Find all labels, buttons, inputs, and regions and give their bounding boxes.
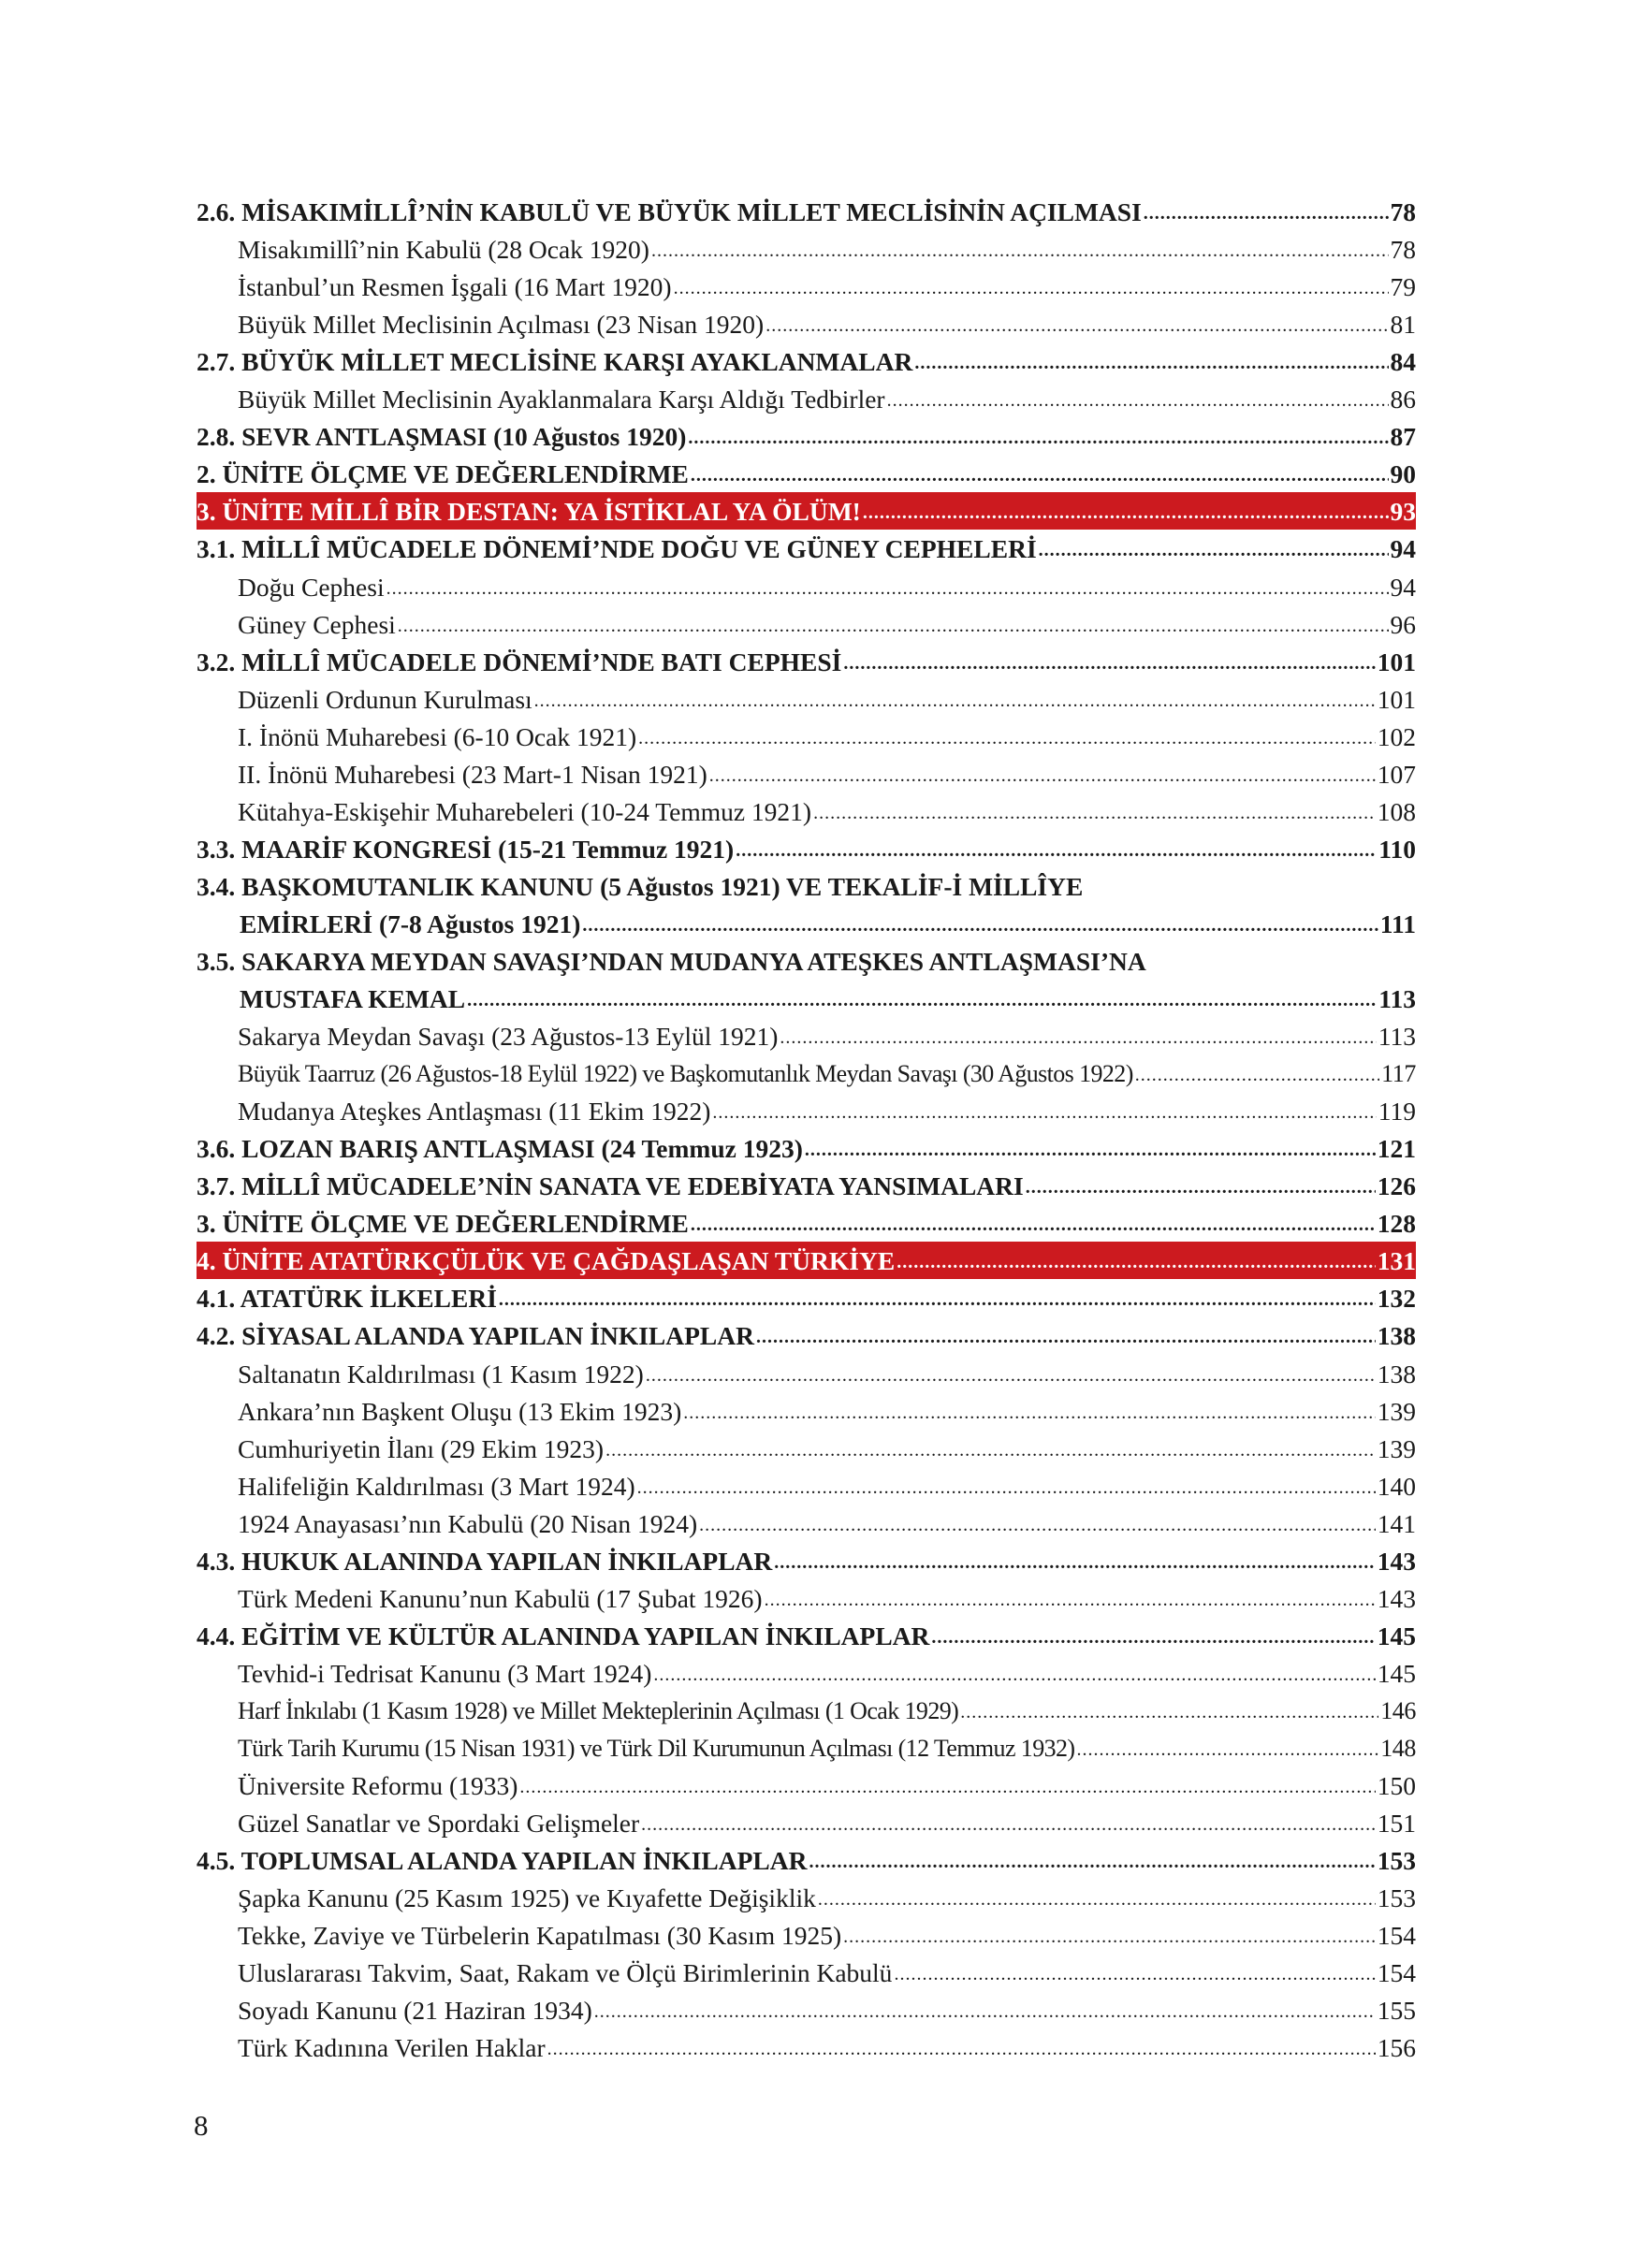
- entry-title: Misakımillî’nin Kabulü (28 Ocak 1920): [238, 235, 649, 265]
- leader-dots: [683, 1403, 1375, 1426]
- entry-page-number: 128: [1377, 1209, 1416, 1239]
- entry-title: EMİRLERİ (7-8 Ağustos 1921): [240, 909, 581, 938]
- leader-dots: [547, 2039, 1376, 2062]
- leader-dots: [674, 278, 1389, 301]
- entry-title: Güney Cephesi: [238, 609, 396, 639]
- toc-entry[interactable]: [197, 1017, 1416, 1054]
- entry-page-number: 145: [1377, 1621, 1416, 1650]
- entry-title: Mudanya Ateşkes Antlaşması (11 Ekim 1922): [238, 1097, 711, 1127]
- entry-title: İstanbul’un Resmen İşgali (16 Mart 1920): [238, 272, 672, 302]
- leader-dots: [1144, 203, 1389, 226]
- entry-title: Türk Tarih Kurumu (15 Nisan 1931) ve Türk Dil Kurumunun Açılması (12 Temmuz 1932): [238, 1734, 1075, 1762]
- entry-title: Büyük Taarruz (26 Ağustos-18 Eylül 1922) ve Başkomutanlık Meydan Savaşı (30 Ağustos 1922): [238, 1060, 1133, 1088]
- leader-dots: [653, 1665, 1375, 1688]
- toc-section[interactable]: [197, 530, 1416, 567]
- entry-title: Saltanatın Kaldırılması (1 Kasım 1922): [238, 1359, 644, 1388]
- toc-entry[interactable]: [197, 2028, 1416, 2066]
- entry-title: Ankara’nın Başkent Oluşu (13 Ekim 1923): [238, 1396, 682, 1426]
- entry-title: Uluslararası Takvim, Saat, Rakam ve Ölçü Birimlerinin Kabulü: [238, 1958, 893, 1988]
- toc-entry[interactable]: [197, 1505, 1416, 1542]
- toc-entry[interactable]: [197, 1766, 1416, 1804]
- toc-entry[interactable]: [197, 605, 1416, 643]
- entry-title: Halifeliğin Kaldırılması (3 Mart 1924): [238, 1471, 635, 1501]
- entry-title: Türk Medeni Kanunu’nun Kabulü (17 Şubat 1926): [238, 1583, 763, 1613]
- entry-page-number: 113: [1378, 1022, 1416, 1052]
- toc-section[interactable]: [197, 1279, 1416, 1316]
- entry-title: Büyük Millet Meclisinin Açılması (23 Nisan 1920): [238, 310, 765, 340]
- leader-dots: [712, 1102, 1376, 1126]
- leader-dots: [641, 1814, 1376, 1838]
- toc-entry[interactable]: [197, 718, 1416, 755]
- leader-dots: [709, 765, 1376, 789]
- entry-page-number: 155: [1377, 1996, 1416, 2026]
- toc-section-line2[interactable]: [197, 980, 1416, 1017]
- toc-section[interactable]: [197, 417, 1416, 455]
- entry-page-number: 126: [1377, 1171, 1416, 1201]
- entry-title: MUSTAFA KEMAL: [240, 984, 466, 1014]
- leader-dots: [691, 465, 1389, 488]
- entry-page-number: 153: [1377, 1846, 1416, 1876]
- toc-section[interactable]: [197, 193, 1416, 230]
- toc-section[interactable]: [197, 342, 1416, 380]
- entry-page-number: 154: [1377, 1958, 1416, 1988]
- entry-page-number: 110: [1378, 834, 1416, 864]
- leader-dots: [931, 1627, 1375, 1650]
- toc-entry[interactable]: [197, 1991, 1416, 2028]
- leader-dots: [594, 2001, 1376, 2025]
- entry-page-number: 96: [1390, 609, 1416, 639]
- entry-page-number: 151: [1377, 1809, 1416, 1839]
- toc-section-line1[interactable]: [197, 942, 1416, 980]
- entry-title: Soyadı Kanunu (21 Haziran 1934): [238, 1996, 592, 2026]
- toc-entry[interactable]: [197, 1467, 1416, 1505]
- entry-page-number: 145: [1377, 1658, 1416, 1688]
- toc-entry[interactable]: [197, 305, 1416, 342]
- entry-page-number: 78: [1390, 197, 1416, 227]
- leader-dots: [897, 1252, 1376, 1275]
- toc-entry[interactable]: [197, 1579, 1416, 1617]
- entry-page-number: 154: [1377, 1921, 1416, 1951]
- entry-title: 3. ÜNİTE MİLLÎ BİR DESTAN: YA İSTİKLAL YA ÖLÜM!: [197, 497, 861, 527]
- entry-title: I. İnönü Muharebesi (6-10 Ocak 1921): [238, 721, 637, 751]
- leader-dots: [805, 1140, 1376, 1163]
- entry-title: 4. ÜNİTE ATATÜRKÇÜLÜK VE ÇAĞDAŞLAŞAN TÜRKİYE: [197, 1246, 896, 1276]
- entry-title: 2.6. MİSAKIMİLLÎ’NİN KABULÜ VE BÜYÜK MİLLET MECLİSİNİN AÇILMASI: [197, 197, 1142, 227]
- toc-entry[interactable]: [197, 1054, 1416, 1092]
- entry-page-number: 108: [1377, 796, 1416, 826]
- entry-page-number: 139: [1377, 1433, 1416, 1463]
- toc-entry[interactable]: [197, 1729, 1416, 1766]
- entry-title: 3.1. MİLLÎ MÜCADELE DÖNEMİ’NDE DOĞU VE GÜNEY CEPHELERİ: [197, 534, 1037, 564]
- entry-title: Doğu Cephesi: [238, 572, 385, 602]
- entry-title: Kütahya-Eskişehir Muharebeleri (10-24 Temmuz 1921): [238, 796, 812, 826]
- entry-page-number: 107: [1377, 759, 1416, 789]
- entry-page-number: 84: [1390, 347, 1416, 377]
- leader-dots: [605, 1440, 1376, 1463]
- leader-dots: [809, 1852, 1375, 1875]
- leader-dots: [960, 1702, 1378, 1725]
- toc-entry[interactable]: [197, 230, 1416, 268]
- entry-title: Şapka Kanunu (25 Kasım 1925) ve Kıyafette Değişiklik: [238, 1883, 816, 1913]
- leader-dots: [1135, 1065, 1379, 1088]
- leader-dots: [1026, 1177, 1376, 1200]
- entry-page-number: 79: [1390, 272, 1416, 302]
- leader-dots: [499, 1289, 1376, 1313]
- entry-page-number: 148: [1380, 1734, 1416, 1762]
- entry-title: 4.3. HUKUK ALANINDA YAPILAN İNKILAPLAR: [197, 1546, 773, 1576]
- entry-page-number: 119: [1378, 1097, 1416, 1127]
- leader-dots: [736, 840, 1377, 864]
- entry-title: Güzel Sanatlar ve Spordaki Gelişmeler: [238, 1809, 640, 1839]
- toc-section[interactable]: [197, 643, 1416, 680]
- leader-dots: [638, 728, 1376, 751]
- leader-dots: [1076, 1739, 1378, 1763]
- entry-title: 4.2. SİYASAL ALANDA YAPILAN İNKILAPLAR: [197, 1321, 754, 1351]
- leader-dots: [398, 616, 1389, 639]
- toc-entry[interactable]: [197, 1804, 1416, 1841]
- entry-page-number: 156: [1377, 2033, 1416, 2063]
- entry-title: 3.7. MİLLÎ MÜCADELE’NİN SANATA VE EDEBİYATA YANSIMALARI: [197, 1171, 1024, 1201]
- entry-page-number: 87: [1390, 422, 1416, 452]
- leader-dots: [534, 691, 1376, 714]
- toc-entry[interactable]: [197, 268, 1416, 305]
- leader-dots: [843, 653, 1375, 676]
- entry-page-number: 101: [1377, 684, 1416, 714]
- entry-page-number: 131: [1377, 1246, 1416, 1276]
- toc-entry[interactable]: [197, 1916, 1416, 1954]
- leader-dots: [843, 1926, 1376, 1950]
- page-number: 8: [194, 2109, 209, 2142]
- leader-dots: [756, 1327, 1376, 1350]
- leader-dots: [863, 502, 1389, 526]
- entry-page-number: 78: [1390, 235, 1416, 265]
- leader-dots: [914, 353, 1388, 376]
- leader-dots: [646, 1365, 1376, 1388]
- entry-page-number: 121: [1377, 1134, 1416, 1164]
- entry-title: Cumhuriyetin İlanı (29 Ekim 1923): [238, 1433, 605, 1463]
- entry-title: 4.1. ATATÜRK İLKELERİ: [197, 1284, 497, 1314]
- toc-entry[interactable]: [197, 1879, 1416, 1916]
- entry-title: Büyük Millet Meclisinin Ayaklanmalara Karşı Aldığı Tedbirler: [238, 385, 885, 414]
- toc-unit-heading[interactable]: [197, 1242, 1416, 1279]
- leader-dots: [813, 803, 1376, 826]
- entry-page-number: 113: [1378, 984, 1416, 1014]
- toc-section-line2[interactable]: [197, 905, 1416, 942]
- entry-page-number: 146: [1380, 1696, 1416, 1724]
- toc-unit-heading[interactable]: [197, 492, 1416, 530]
- toc-entry[interactable]: [197, 792, 1416, 830]
- leader-dots: [582, 915, 1378, 938]
- entry-page-number: 117: [1381, 1060, 1416, 1088]
- toc-section[interactable]: [197, 1129, 1416, 1167]
- toc-section[interactable]: [197, 455, 1416, 492]
- leader-dots: [699, 1515, 1376, 1538]
- toc-section[interactable]: [197, 1316, 1416, 1354]
- toc-section[interactable]: [197, 1167, 1416, 1204]
- entry-page-number: 139: [1377, 1396, 1416, 1426]
- leader-dots: [651, 240, 1389, 264]
- toc-entry[interactable]: [197, 1654, 1416, 1692]
- entry-page-number: 101: [1377, 647, 1416, 676]
- entry-title: 4.5. TOPLUMSAL ALANDA YAPILAN İNKILAPLAR: [197, 1846, 808, 1876]
- leader-dots: [774, 1552, 1375, 1576]
- entry-title: 3.4. BAŞKOMUTANLIK KANUNU (5 Ağustos 1921) VE TEKALİF-İ MİLLÎYE: [197, 871, 1084, 901]
- entry-title: 3.6. LOZAN BARIŞ ANTLAŞMASI (24 Temmuz 1923): [197, 1134, 803, 1164]
- leader-dots: [780, 1027, 1376, 1051]
- entry-page-number: 143: [1377, 1546, 1416, 1576]
- entry-page-number: 90: [1390, 459, 1416, 489]
- entry-page-number: 132: [1377, 1284, 1416, 1314]
- entry-title: 2.8. SEVR ANTLAŞMASI (10 Ağustos 1920): [197, 422, 687, 452]
- entry-title: II. İnönü Muharebesi (23 Mart-1 Nisan 1921): [238, 759, 707, 789]
- entry-page-number: 86: [1390, 385, 1416, 414]
- toc-entry[interactable]: [197, 1392, 1416, 1430]
- entry-page-number: 93: [1390, 497, 1416, 527]
- toc-section[interactable]: [197, 1617, 1416, 1654]
- entry-title: 2.7. BÜYÜK MİLLET MECLİSİNE KARŞI AYAKLANMALAR: [197, 347, 913, 377]
- toc-entry[interactable]: [197, 567, 1416, 604]
- entry-title: Harf İnkılabı (1 Kasım 1928) ve Millet Mekteplerinin Açılması (1 Ocak 1929): [238, 1696, 959, 1724]
- entry-page-number: 81: [1390, 310, 1416, 340]
- toc-section-line1[interactable]: [197, 867, 1416, 905]
- entry-title: Sakarya Meydan Savaşı (23 Ağustos-13 Eylül 1921): [238, 1022, 779, 1052]
- table-of-contents: [197, 193, 1416, 2066]
- entry-title: 1924 Anayasası’nın Kabulü (20 Nisan 1924): [238, 1508, 698, 1538]
- toc-section[interactable]: [197, 1542, 1416, 1579]
- entry-page-number: 94: [1390, 572, 1416, 602]
- entry-page-number: 143: [1377, 1583, 1416, 1613]
- leader-dots: [765, 315, 1388, 339]
- toc-entry[interactable]: [197, 1430, 1416, 1467]
- entry-page-number: 153: [1377, 1883, 1416, 1913]
- toc-entry[interactable]: [197, 680, 1416, 718]
- entry-title: Tevhid-i Tedrisat Kanunu (3 Mart 1924): [238, 1658, 652, 1688]
- toc-section[interactable]: [197, 830, 1416, 867]
- entry-title: Tekke, Zaviye ve Türbelerin Kapatılması (30 Kasım 1925): [238, 1921, 842, 1951]
- entry-page-number: 138: [1377, 1359, 1416, 1388]
- entry-page-number: 150: [1377, 1771, 1416, 1801]
- toc-entry[interactable]: [197, 380, 1416, 417]
- toc-entry[interactable]: [197, 1692, 1416, 1729]
- entry-title: 3.2. MİLLÎ MÜCADELE DÖNEMİ’NDE BATI CEPHESİ: [197, 647, 842, 676]
- leader-dots: [519, 1777, 1375, 1800]
- entry-title: 3.3. MAARİF KONGRESİ (15-21 Temmuz 1921): [197, 834, 735, 864]
- leader-dots: [386, 578, 1389, 602]
- leader-dots: [467, 990, 1377, 1013]
- entry-page-number: 94: [1390, 534, 1416, 564]
- toc-section[interactable]: [197, 1204, 1416, 1242]
- toc-entry[interactable]: [197, 1092, 1416, 1129]
- entry-page-number: 102: [1377, 721, 1416, 751]
- leader-dots: [894, 1964, 1375, 1987]
- entry-title: Üniversite Reformu (1933): [238, 1771, 518, 1801]
- entry-page-number: 141: [1377, 1508, 1416, 1538]
- leader-dots: [1039, 540, 1389, 563]
- entry-title: 4.4. EĞİTİM VE KÜLTÜR ALANINDA YAPILAN İNKILAPLAR: [197, 1621, 930, 1650]
- toc-section[interactable]: [197, 1841, 1416, 1879]
- leader-dots: [691, 1214, 1376, 1238]
- toc-entry[interactable]: [197, 1354, 1416, 1391]
- toc-entry[interactable]: [197, 1954, 1416, 1991]
- leader-dots: [818, 1889, 1376, 1912]
- entry-title: 3.5. SAKARYA MEYDAN SAVAŞI’NDAN MUDANYA ATEŞKES ANTLAŞMASI’NA: [197, 946, 1146, 976]
- entry-page-number: 111: [1379, 909, 1416, 938]
- toc-entry[interactable]: [197, 755, 1416, 792]
- entry-title: 3. ÜNİTE ÖLÇME VE DEĞERLENDİRME: [197, 1209, 689, 1239]
- entry-title: Türk Kadınına Verilen Haklar: [238, 2033, 546, 2063]
- entry-title: 2. ÜNİTE ÖLÇME VE DEĞERLENDİRME: [197, 459, 689, 489]
- entry-page-number: 140: [1377, 1471, 1416, 1501]
- leader-dots: [688, 428, 1388, 451]
- leader-dots: [765, 1590, 1376, 1613]
- leader-dots: [637, 1477, 1376, 1501]
- leader-dots: [887, 390, 1389, 414]
- entry-title: Düzenli Ordunun Kurulması: [238, 684, 532, 714]
- entry-page-number: 138: [1377, 1321, 1416, 1351]
